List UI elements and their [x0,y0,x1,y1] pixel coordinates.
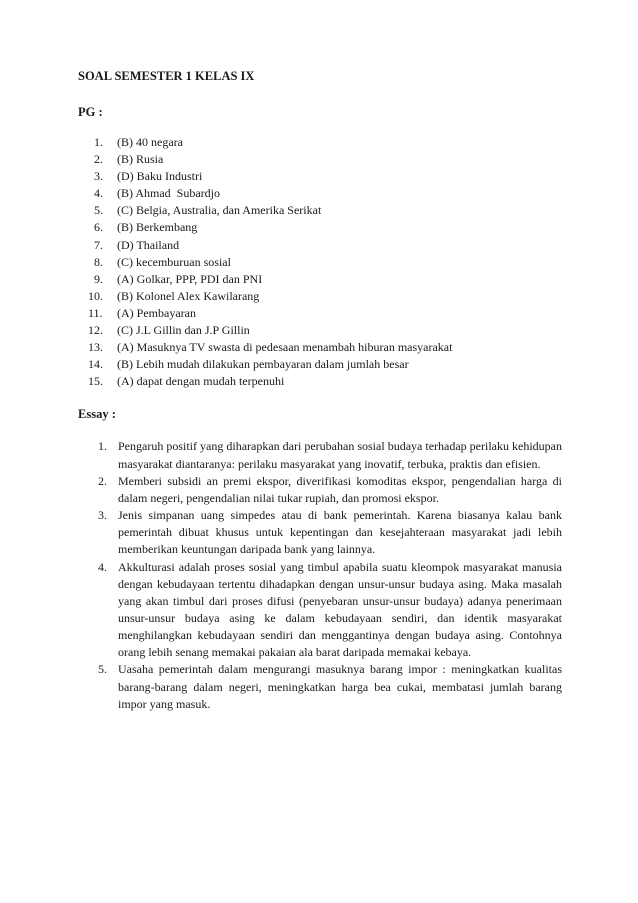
item-text: (B) Rusia [117,152,164,167]
item-text: (B) Lebih mudah dilakukan pembayaran dalam jumlah besar [117,357,409,372]
item-text: (C) kecemburuan sosial [117,254,231,269]
item-number: 5. [98,662,107,677]
document-page [78,68,562,713]
list-item [78,473,562,507]
item-text: (B) Berkembang [117,220,198,235]
item-text: Memberi subsidi an premi ekspor, diverifikasi komoditas ekspor, pengendalian harga di dalam negeri, pengendalian nilai tukar rupiah, dan promosi ekspor. [118,473,562,505]
list-item [78,288,562,305]
list-item [78,507,562,558]
item-number: 10. [88,288,103,303]
item-number: 11. [88,305,103,320]
list-item [78,168,562,185]
item-number: 1. [98,439,107,454]
pg-section-label: PG : [78,105,103,119]
item-number: 2. [94,152,103,167]
list-item [78,202,562,219]
item-number: 3. [94,169,103,184]
multiple-choice-answer-list [78,134,562,390]
item-number: 6. [94,220,103,235]
essay-section-label: Essay : [78,407,116,422]
list-item [78,339,562,356]
list-item [78,305,562,322]
item-text: (D) Baku Industri [117,169,203,184]
list-item [78,185,562,202]
item-text: (D) Thailand [117,237,180,252]
item-text: (C) J.L Gillin dan J.P Gillin [117,323,250,338]
item-text: Uasaha pemerintah dalam mengurangi masuknya barang impor : meningkatkan kualitas barang-barang dalam negeri, meningkatkan harga bea cukai, membatasi jumlah barang impor yang masuk. [118,662,562,711]
list-item [78,151,562,168]
list-item [78,356,562,373]
essay-answer-list [78,438,562,713]
list-item [78,438,562,472]
list-item [78,237,562,254]
item-text: (A) Masuknya TV swasta di pedesaan menambah hiburan masyarakat [117,340,453,355]
item-number: 2. [98,473,107,488]
item-text: (B) Ahmad Subardjo [117,186,220,201]
list-item [78,134,562,151]
list-item [78,559,562,662]
item-number: 15. [88,374,103,389]
item-number: 14. [88,357,103,372]
list-item [78,373,562,390]
document-title: SOAL SEMESTER 1 KELAS IX [78,69,255,83]
item-number: 7. [94,237,103,252]
item-number: 3. [98,508,107,523]
list-item [78,271,562,288]
item-number: 12. [88,323,103,338]
item-text: (B) Kolonel Alex Kawilarang [117,288,260,303]
item-text: (A) dapat dengan mudah terpenuhi [117,374,285,389]
item-number: 4. [94,186,103,201]
item-text: (C) Belgia, Australia, dan Amerika Serikat [117,203,322,218]
item-text: (A) Golkar, PPP, PDI dan PNI [117,271,263,286]
item-number: 4. [98,559,107,574]
item-number: 13. [88,340,103,355]
list-item [78,661,562,712]
item-text: Pengaruh positif yang diharapkan dari perubahan sosial budaya terhadap perilaku kehidupan masyarakat diantaranya: perilaku masyarakat yang inovatif, terbuka, praktis dan efisien. [118,439,562,471]
item-number: 8. [94,254,103,269]
list-item [78,219,562,236]
item-number: 9. [94,271,103,286]
item-number: 5. [94,203,103,218]
list-item [78,322,562,339]
item-text: (A) Pembayaran [117,305,196,320]
item-text: Jenis simpanan uang simpedes atau di bank pemerintah. Karena biasanya kalau bank pemerintah dibuat khusus untuk kepentingan dan kesejahteraan masyarakat jadi lebih memberikan keuntungan daripada bank yang lainnya. [118,508,562,557]
item-text: (B) 40 negara [117,135,183,149]
item-number: 1. [94,135,103,149]
list-item [78,254,562,271]
item-text: Akkulturasi adalah proses sosial yang timbul apabila suatu kleompok masyarakat manusia dengan kebudayaan tertentu dihadapkan dengan unsur-unsur budaya asing. Maka masalah yang akan timbul dari proses difusi (penyebaran unsur-unsur budaya) adanya penerimaan unsur-unsur budaya asing ke dalam kebudayaan sendiri, dan identik masyarakat menghilangkan kebudayaan sendiri dan menggantinya dengan budaya asing. Contohnya orang lebih senang memakai pakaian ala barat daripada memakai kebaya. [118,559,562,660]
